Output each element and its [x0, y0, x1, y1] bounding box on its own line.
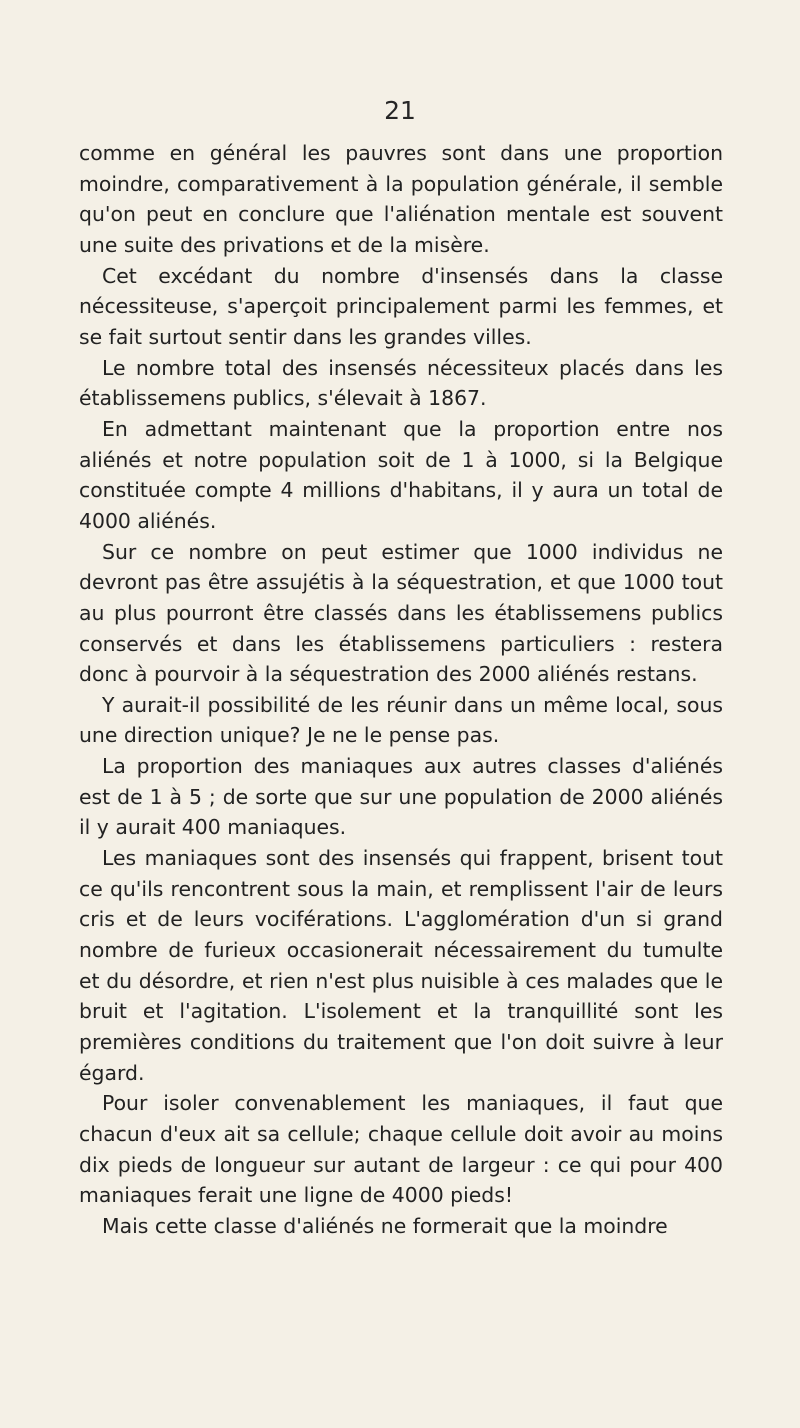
page-number: 21 — [384, 96, 416, 125]
paragraph-2: Cet excédant du nombre d'insensés dans la classe nécessiteuse, s'aperçoit principalement parmi les femmes, et se fait surtout sentir dans les grandes villes. — [79, 263, 723, 349]
paragraph-10: Mais cette classe d'aliénés ne formerait que la moindre — [102, 1213, 668, 1238]
paragraph-1: comme en général les pauvres sont dans une proportion moindre, comparativement à la population générale, il semble qu'on peut en conclure que l'aliénation mentale est souvent une suite des privations et de la misère. — [79, 141, 723, 257]
bottom-margin — [0, 1360, 800, 1428]
paragraph-4: En admettant maintenant que la proportion entre nos aliénés et notre population soit de 1 à 1000, si la Belgique constituée compte 4 millions d'habitans, il y aura un total de 4000 aliénés. — [79, 416, 723, 533]
paragraph-9: Pour isoler convenablement les maniaques, il faut que chacun d'eux ait sa cellule; chaque cellule doit avoir au moins dix pieds de longueur sur autant de largeur : ce qui pour 400 maniaques ferait une ligne de 4000 pieds! — [79, 1091, 723, 1208]
paragraph-3: Le nombre total des insensés nécessiteux placés dans les établissemens publics, s'élevait à 1867. — [79, 355, 723, 411]
body-text — [79, 138, 723, 1242]
paragraph-5: Sur ce nombre on peut estimer que 1000 individus ne devront pas être assujétis à la séquestration, et que 1000 tout au plus pourront être classés dans les établissemens publics conservés et dans les établissemens particuliers : restera donc à pourvoir à la séquestration des 2000 aliénés restans. — [79, 539, 723, 687]
paragraph-7: La proportion des maniaques aux autres classes d'aliénés est de 1 à 5 ; de sorte que sur une population de 2000 aliénés il y aurait 400 maniaques. — [79, 754, 723, 840]
paragraph-6: Y aurait-il possibilité de les réunir dans un même local, sous une direction unique? Je ne le pense pas. — [79, 692, 723, 748]
paragraph-8: Les maniaques sont des insensés qui frappent, brisent tout ce qu'ils rencontrent sous la main, et remplissent l'air de leurs cris et de leurs vociférations. L'agglomération d'un si grand nombre de furieux occasionerait nécessairement du tumulte et du désordre, et rien n'est plus nuisible à ces malades que le bruit et l'agitation. L'isolement et la tranquillité sont les premières conditions du traitement que l'on doit suivre à leur égard. — [79, 846, 723, 1085]
